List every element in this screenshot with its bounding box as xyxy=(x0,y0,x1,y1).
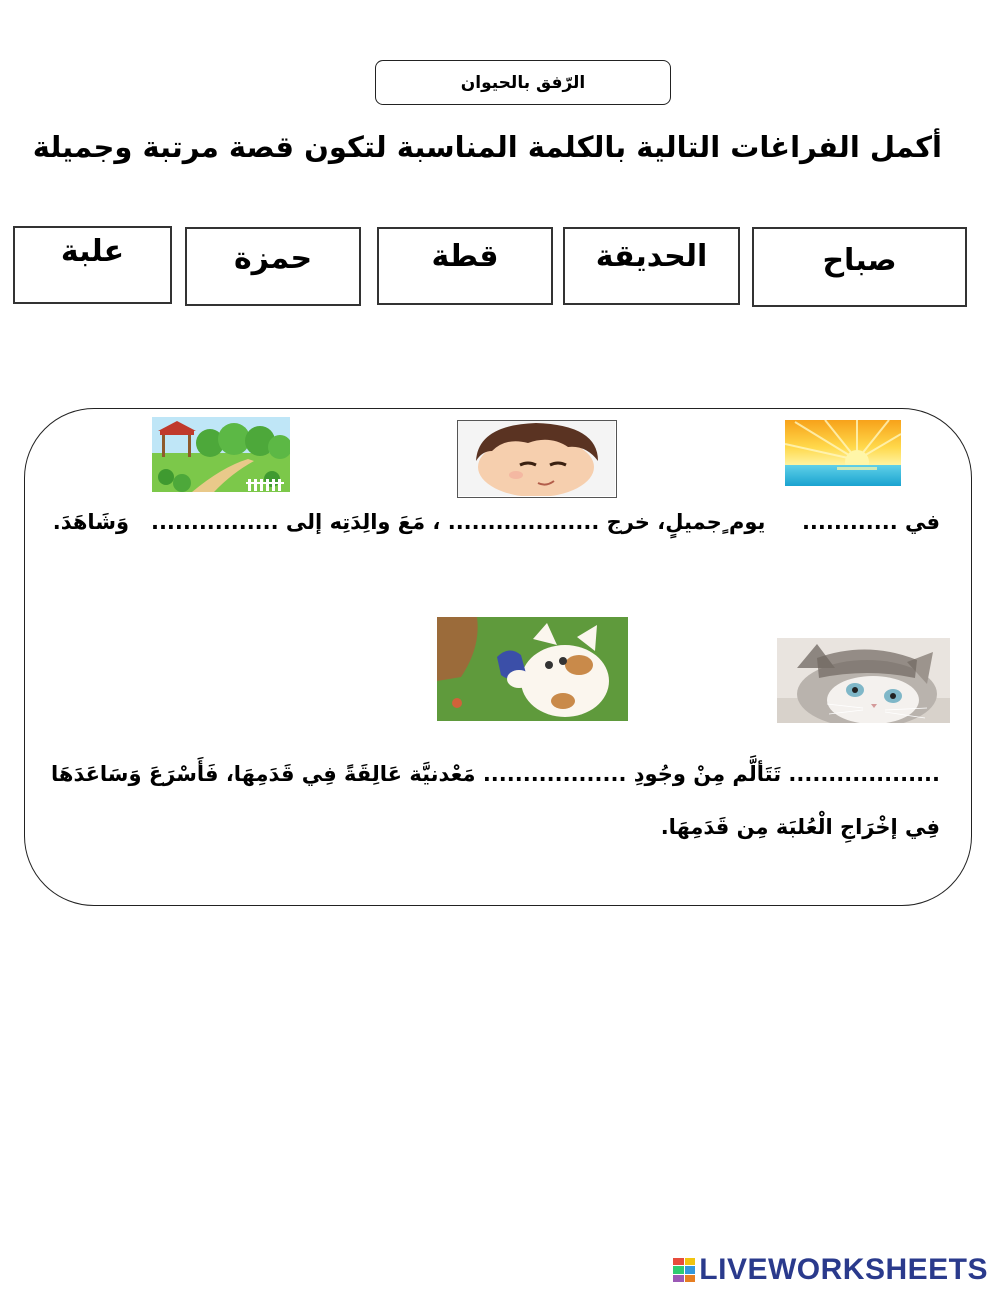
answer-blank[interactable]: .................. xyxy=(482,762,627,786)
cartoon-cat-image xyxy=(437,617,628,721)
sentence-text: ، مَعَ والِدَتِه إلى xyxy=(285,510,441,534)
answer-blank[interactable]: ................... xyxy=(788,762,940,786)
story-sentence-2 xyxy=(51,762,940,786)
answer-blank[interactable]: ................... xyxy=(447,510,600,534)
sentence-text: وَشَاهَدَ. xyxy=(52,510,130,534)
sunrise-image xyxy=(785,420,901,486)
answer-blank[interactable]: ............ xyxy=(801,510,898,534)
word-bank-item[interactable]: قطة xyxy=(377,227,553,305)
word-bank-item[interactable]: الحديقة xyxy=(563,227,740,305)
sentence-text: مَعْدنيَّة عَالِقَةً فِي قَدَمِهَا، فَأَسْرَعَ وَسَاعَدَهَا xyxy=(51,762,476,786)
word-bank-item[interactable]: حمزة xyxy=(185,227,361,306)
sentence-text: تَتَألَّم مِنْ وجُودِ xyxy=(633,762,782,786)
liveworksheets-logo-icon xyxy=(673,1258,695,1282)
word-bank-item[interactable]: علبة xyxy=(13,226,172,304)
story-sentence-3: فِي إخْرَاجِ الْعُلبَة مِن قَدَمِهَا. xyxy=(660,815,940,839)
story-sentence-1 xyxy=(53,510,940,534)
liveworksheets-brand[interactable] xyxy=(673,1253,988,1287)
sentence-text: في xyxy=(905,510,940,534)
answer-blank[interactable]: ................ xyxy=(150,510,279,534)
garden-image xyxy=(152,417,290,492)
worksheet-title: الرّفق بالحيوان xyxy=(375,60,671,105)
brand-text: LIVEWORKSHEETS xyxy=(699,1253,988,1286)
cat-photo-image xyxy=(777,638,950,723)
sentence-text: يوم ٍجميلٍ، خرج xyxy=(606,510,766,534)
word-bank-item[interactable]: صباح xyxy=(752,227,967,307)
boy-image xyxy=(457,420,617,498)
instruction-text: أكمل الفراغات التالية بالكلمة المناسبة لتكون قصة مرتبة وجميلة xyxy=(32,130,942,164)
